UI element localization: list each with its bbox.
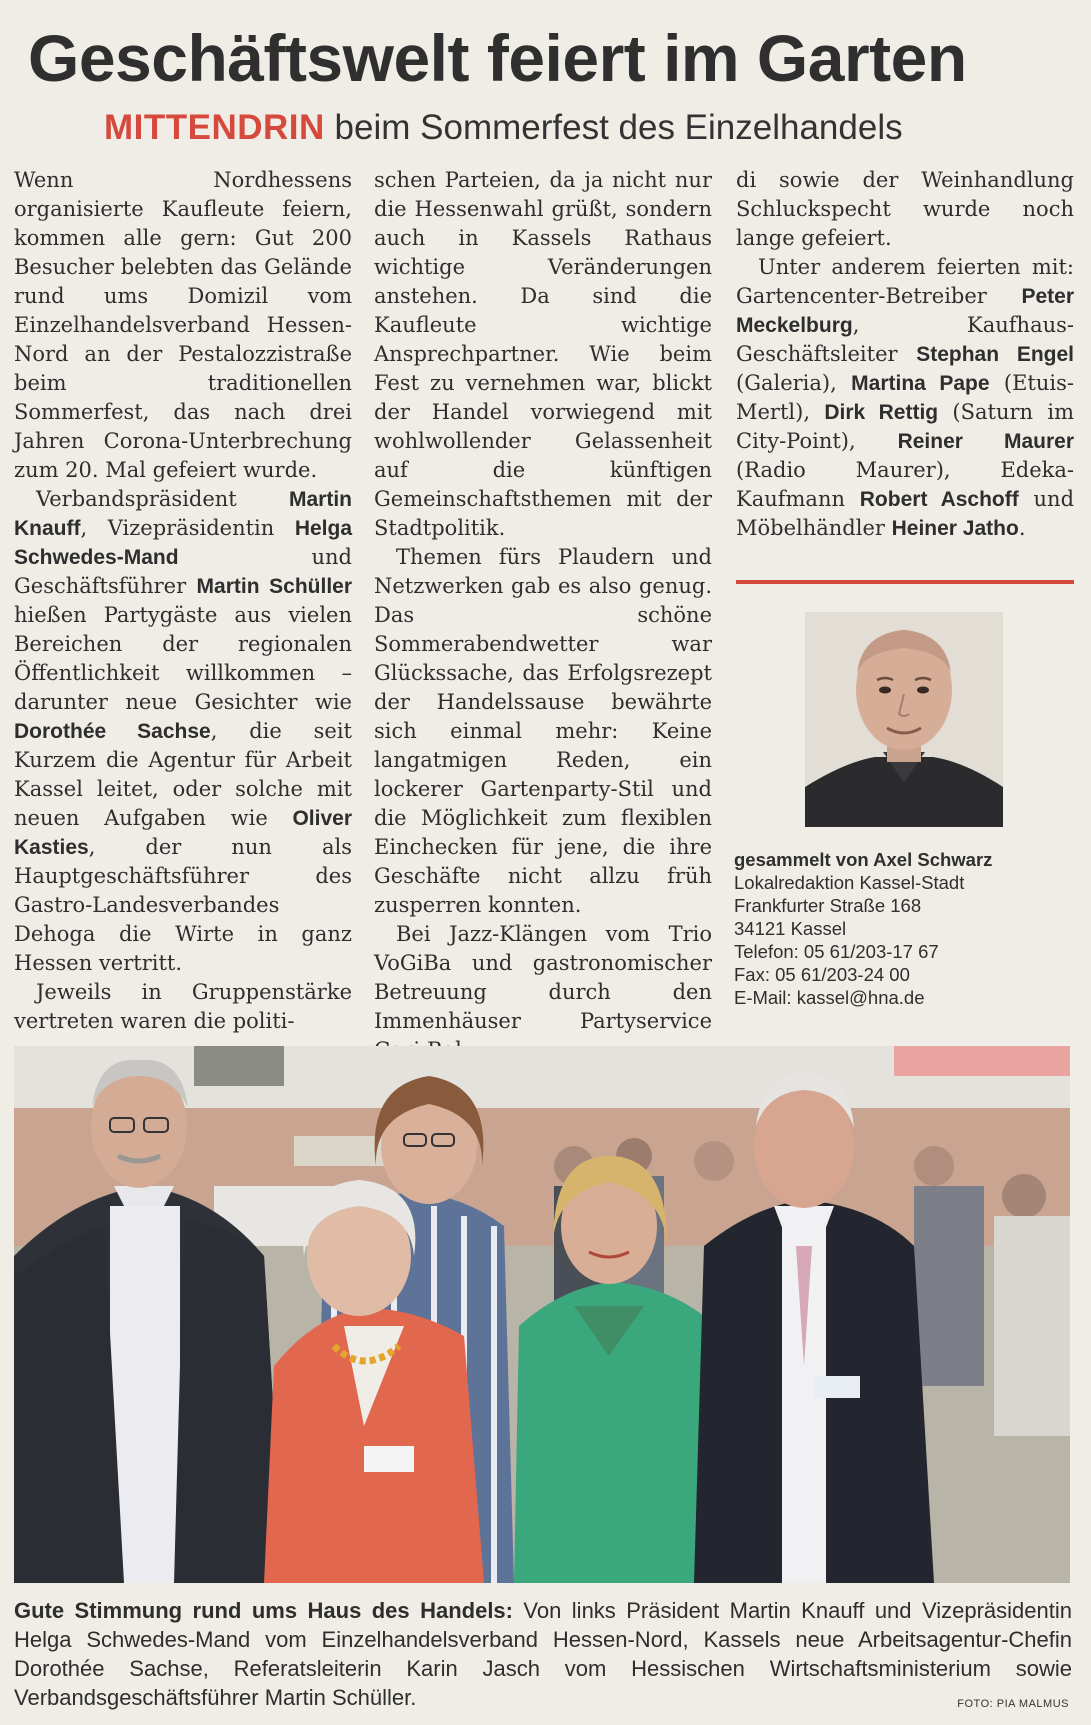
section-divider	[736, 580, 1074, 584]
photo-caption	[14, 1596, 1072, 1712]
person-name: Martin Schüller	[196, 575, 353, 598]
person-name: Martina Pape	[851, 372, 990, 395]
headline: Geschäftswelt feiert im Garten	[28, 21, 967, 95]
portrait-illustration	[805, 612, 1003, 827]
caption-lead: Gute Stimmung rund ums Haus des Handels:	[14, 1598, 513, 1623]
article-column-2	[374, 166, 712, 1065]
group-photo-illustration	[14, 1046, 1070, 1583]
contact-box	[734, 848, 1074, 1009]
person-name: Martin Knauff	[14, 488, 352, 540]
author-line: gesammelt von Axel Schwarz	[734, 849, 993, 870]
caption-text: Von links Präsident Martin Knauff und Vizepräsidentin Helga Schwedes-Mand vom Einzelhandelsverband Hessen-Nord, Kassels neue Arbeitsagentur-Chefin Dorothée Sachse, Referatsleiterin Karin Jasch vom Hessischen Wirtschaftsministerium sowie Verbandsgeschäftsführer Martin Schüller.	[14, 1598, 1072, 1710]
contact-email: E-Mail: kassel@hna.de	[734, 987, 925, 1008]
photo-credit: FOTO: PIA MALMUS	[957, 1698, 1069, 1710]
contact-dept: Lokalredaktion Kassel-Stadt	[734, 872, 965, 893]
contact-street: Frankfurter Straße 168	[734, 895, 922, 916]
paragraph: Unter anderem feierten mit: Gartencenter-Betreiber Peter Meckelburg, Kaufhaus-Geschäftsleiter Stephan Engel (Galeria), Martina Pape (Etuis-Mertl), Dirk Rettig (Saturn im City-Point), Reiner Maurer (Radio Maurer), Edeka-Kaufmann Robert Aschoff und Möbelhändler Heiner Jatho.	[736, 255, 1075, 540]
person-name: Heiner Jatho	[891, 517, 1019, 540]
paragraph: Verbandspräsident Martin Knauff, Vizepräsidentin Helga Schwedes-Mand und Geschäftsführer Martin Schüller hießen Partygäste aus vielen Bereichen der regionalen Öffentlichkeit willkommen – darunter neue Gesichter wie Dorothée Sachse, die seit Kurzem die Agentur für Arbeit Kassel leitet, oder solche mit neuen Aufgaben wie Oliver Kasties, der nun als Hauptgeschäftsführer des Gastro-Landesverbandes Dehoga die Wirte in ganz Hessen vertritt.	[14, 487, 353, 975]
person-name: Dorothée Sachse	[14, 720, 211, 743]
contact-city: 34121 Kassel	[734, 918, 847, 939]
subheadline	[104, 106, 1004, 150]
person-name: Robert Aschoff	[859, 488, 1019, 511]
person-name: Helga Schwedes-Mand	[14, 517, 352, 569]
person-name: Oliver Kasties	[14, 807, 352, 859]
person-name: Peter Meckelburg	[736, 285, 1074, 337]
paragraph: schen Parteien, da ja nicht nur die Hessenwahl grüßt, sondern auch in Kassels Rathaus wichtige Veränderungen anstehen. Da sind die Kaufleute wichtige Ansprechpartner. Wie beim Fest zu vernehmen war, blickt der Handel vorwiegend mit wohlwollender Gelassenheit auf die künftigen Gemeinschaftsthemen mit der Stadtpolitik.	[374, 168, 712, 540]
person-name: Reiner Maurer	[897, 430, 1075, 453]
author-portrait	[805, 612, 1003, 827]
contact-fax: Fax: 05 61/203-24 00	[734, 964, 910, 985]
contact-phone: Telefon: 05 61/203-17 67	[734, 941, 939, 962]
person-name: Stephan Engel	[916, 343, 1074, 366]
paragraph: Wenn Nordhessens organisierte Kaufleute feiern, kommen alle gern: Gut 200 Besucher belebten das Gelände rund ums Domizil vom Einzelhandelsverband Hessen-Nord an der Pestalozzistraße beim traditionellen Sommerfest, das nach drei Jahren Corona-Unterbrechung zum 20. Mal gefeiert wurde.	[14, 168, 352, 482]
group-photo	[14, 1046, 1070, 1583]
paragraph: di sowie der Weinhandlung Schluckspecht wurde noch lange gefeiert.	[736, 168, 1074, 250]
subheadline-text: beim Sommerfest des Einzelhandels	[334, 108, 903, 147]
paragraph: Bei Jazz-Klängen vom Trio VoGiBa und gastronomischer Betreuung durch den Immenhäuser Partyservice	[374, 922, 712, 1033]
paragraph: Themen fürs Plaudern und Netzwerken gab es also genug. Das schöne Sommerabendwetter war Glückssache, das Erfolgsrezept der Handelssause bewährte sich einmal mehr: Keine langatmigen Reden, ein lockerer Gartenparty-Stil und die Möglichkeit zum flexiblen Einchecken für jene, die ihre Geschäfte nicht allzu früh zusperren konnten.	[374, 545, 712, 917]
paragraph: Jeweils in Gruppenstärke vertreten waren die politi-	[14, 980, 352, 1033]
kicker: MITTENDRIN	[104, 108, 325, 147]
person-name: Dirk Rettig	[824, 401, 939, 424]
article-column-1	[14, 166, 352, 1036]
article-column-3	[736, 166, 1074, 543]
